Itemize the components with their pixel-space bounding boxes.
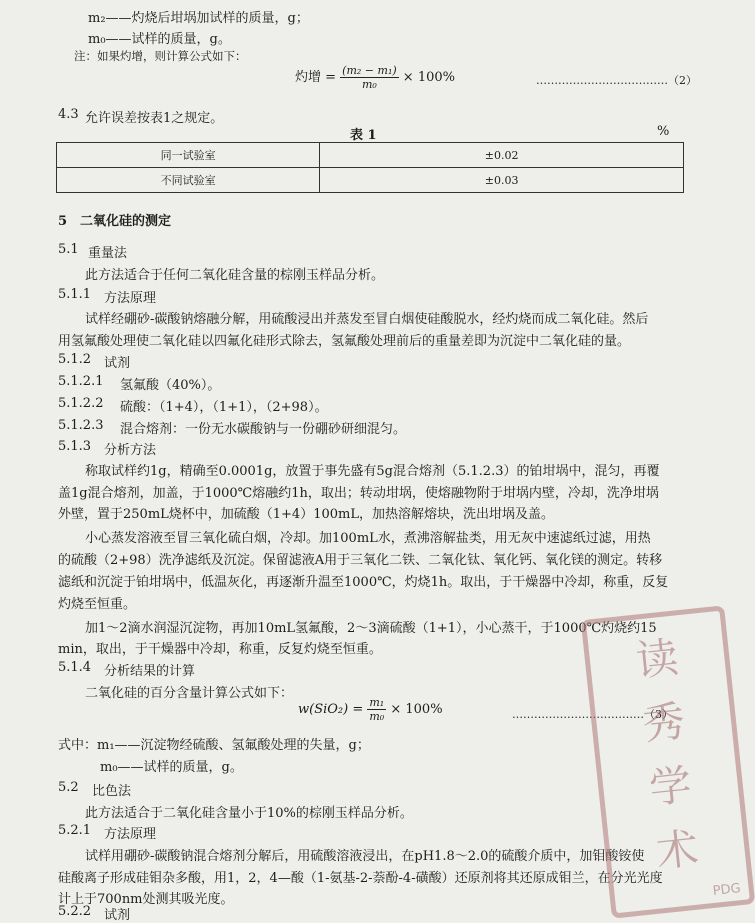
- formula-3: [298, 696, 443, 723]
- section-5-1-2-2-text: 硫酸：（1+4），（1+1），（2+98）。: [120, 400, 328, 415]
- section-5-1-number: 5.1: [58, 242, 79, 257]
- formula-3-numerator: m₁: [369, 696, 385, 709]
- section-5-1-2-3-text: 混合熔剂：一份无水碳酸钠与一份硼砂研细混匀。: [120, 422, 407, 437]
- paragraph-line: 计上于700nm处测其吸光度。: [58, 892, 234, 907]
- variable-m2-definition: m₂——灼烧后坩埚加试样的质量，g；: [88, 11, 309, 26]
- table-cell-value: ±0.03: [320, 168, 684, 193]
- where-m0-definition: m₀——试样的质量，g。: [100, 760, 243, 775]
- formula-2: [295, 64, 455, 91]
- table-unit: %: [657, 124, 670, 139]
- paragraph-line: min，取出，于干燥器中冷却，称重，反复灼烧至恒重。: [58, 642, 382, 657]
- paragraph-line: 硅酸离子形成硅钼杂多酸，用1，2，4—酸（1-氨基-2-萘酚-4-磺酸）还原剂将其还原成钼兰，在分光光度: [58, 871, 663, 886]
- formula-2-lhs: 灼增 =: [295, 70, 337, 85]
- formula-2-number: ………………………………（2）: [536, 74, 697, 87]
- table-caption: 表 1: [350, 128, 377, 143]
- section-5-1-title: 重量法: [88, 246, 128, 261]
- paragraph-line: 用氢氟酸处理使二氧化硅以四氟化硅形式除去，氢氟酸处理前后的重量差即为沉淀中二氧化硅的量。: [58, 334, 631, 349]
- section-5-1-1-number: 5.1.1: [58, 287, 92, 302]
- variable-m0-definition: m₀——试样的质量，g。: [88, 32, 231, 47]
- note-ignition-gain: 注：如果灼增，则计算公式如下：: [74, 49, 247, 63]
- tolerance-table: [56, 142, 684, 193]
- section-5-2-title: 比色法: [92, 784, 132, 799]
- section-5-1-text: 此方法适合于任何二氧化硅含量的棕刚玉样品分析。: [85, 268, 385, 283]
- paragraph-line: 加1～2滴水润湿沉淀物，再加10mL氢氟酸，2～3滴硫酸（1+1），小心蒸干，于1000℃灼烧约15: [85, 621, 657, 636]
- section-5-1-2-1-number: 5.1.2.1: [58, 374, 104, 389]
- section-5-2-1-title: 方法原理: [104, 827, 157, 842]
- formula-3-lhs: w(SiO₂) =: [298, 702, 364, 717]
- formula-2-numerator: (m₂ − m₁): [342, 64, 397, 77]
- where-m1-definition: 式中：m₁——沉淀物经硫酸、氢氟酸处理的失量，g；: [58, 738, 370, 753]
- section-5-1-2-3-number: 5.1.2.3: [58, 418, 104, 433]
- section-5-2-text: 此方法适合于二氧化硅含量小于10%的棕刚玉样品分析。: [85, 806, 413, 821]
- paragraph-line: 盖1g混合熔剂，加盖，于1000℃熔融约1h，取出；转动坩埚，使熔融物附于坩埚内壁，冷却，洗净坩埚: [58, 486, 659, 501]
- table-cell-label: 不同试验室: [57, 168, 320, 193]
- paragraph-line: 小心蒸发溶液至冒三氧化硫白烟，冷却。加100mL水，煮沸溶解盐类，用无灰中速滤纸过滤，用热: [85, 531, 651, 546]
- section-4-3-text: 允许误差按表1之规定。: [85, 111, 224, 126]
- section-5-1-2-2-number: 5.1.2.2: [58, 396, 104, 411]
- section-5-1-2-1-text: 氢氟酸（40%）。: [120, 378, 221, 393]
- table-row: [57, 168, 684, 193]
- section-5-1-4-text: 二氧化硅的百分含量计算公式如下：: [85, 686, 294, 701]
- section-5-2-2-title: 试剂: [104, 908, 131, 923]
- section-5-1-3-number: 5.1.3: [58, 439, 92, 454]
- paragraph-line: 灼烧至恒重。: [58, 597, 137, 612]
- section-5-2-2-number: 5.2.2: [58, 904, 92, 919]
- table-cell-value: ±0.02: [320, 143, 684, 168]
- section-5-1-4-title: 分析结果的计算: [104, 664, 196, 679]
- paragraph-line: 外壁，置于250mL烧杯中，加硫酸（1+4）100mL，加热溶解熔块，洗出坩埚及盖。: [58, 507, 554, 522]
- watermark-stamp: [581, 605, 755, 918]
- paragraph-line: 试样经硼砂-碳酸钠熔融分解，用硫酸浸出并蒸发至冒白烟使硅酸脱水，经灼烧而成二氧化硅。然后: [85, 312, 649, 327]
- section-4-3-number: 4.3: [58, 107, 79, 122]
- stamp-pdg-label: PDG: [712, 881, 742, 899]
- paragraph-line: 的硫酸（2+98）洗净滤纸及沉淀。保留滤液A用于三氧化二铁、二氧化钛、氧化钙、氧化镁的测定。转移: [58, 553, 663, 568]
- section-5-1-3-title: 分析方法: [104, 443, 157, 458]
- section-5-1-2-title: 试剂: [104, 356, 131, 371]
- table-cell-label: 同一试验室: [57, 143, 320, 168]
- formula-2-denominator: m₀: [361, 78, 377, 91]
- formula-3-number: ………………………………（3）: [512, 708, 673, 721]
- formula-3-fraction: [367, 696, 386, 723]
- stamp-characters: 读秀学术: [633, 632, 701, 877]
- formula-3-rhs: × 100%: [390, 702, 443, 717]
- table-row: [57, 143, 684, 168]
- section-5-1-2-number: 5.1.2: [58, 352, 92, 367]
- section-5-title: 5 二氧化硅的测定: [58, 214, 172, 229]
- formula-3-denominator: m₀: [369, 710, 385, 723]
- formula-2-fraction: [340, 64, 398, 91]
- section-5-1-1-title: 方法原理: [104, 291, 157, 306]
- paragraph-line: 称取试样约1g，精确至0.0001g，放置于事先盛有5g混合熔剂（5.1.2.3）的铂坩埚中，混匀，再覆: [85, 464, 660, 479]
- section-5-2-1-number: 5.2.1: [58, 823, 92, 838]
- paragraph-line: 滤纸和沉淀于铂坩埚中，低温灰化，再逐渐升温至1000℃，灼烧1h。取出，于干燥器中冷却，称重，反复: [58, 575, 669, 590]
- formula-2-rhs: × 100%: [402, 70, 455, 85]
- section-5-2-number: 5.2: [58, 780, 79, 795]
- paragraph-line: 试样用硼砂-碳酸钠混合熔剂分解后，用硫酸溶液浸出，在pH1.8～2.0的硫酸介质中，加钼酸铵使: [85, 849, 645, 864]
- section-5-1-4-number: 5.1.4: [58, 660, 92, 675]
